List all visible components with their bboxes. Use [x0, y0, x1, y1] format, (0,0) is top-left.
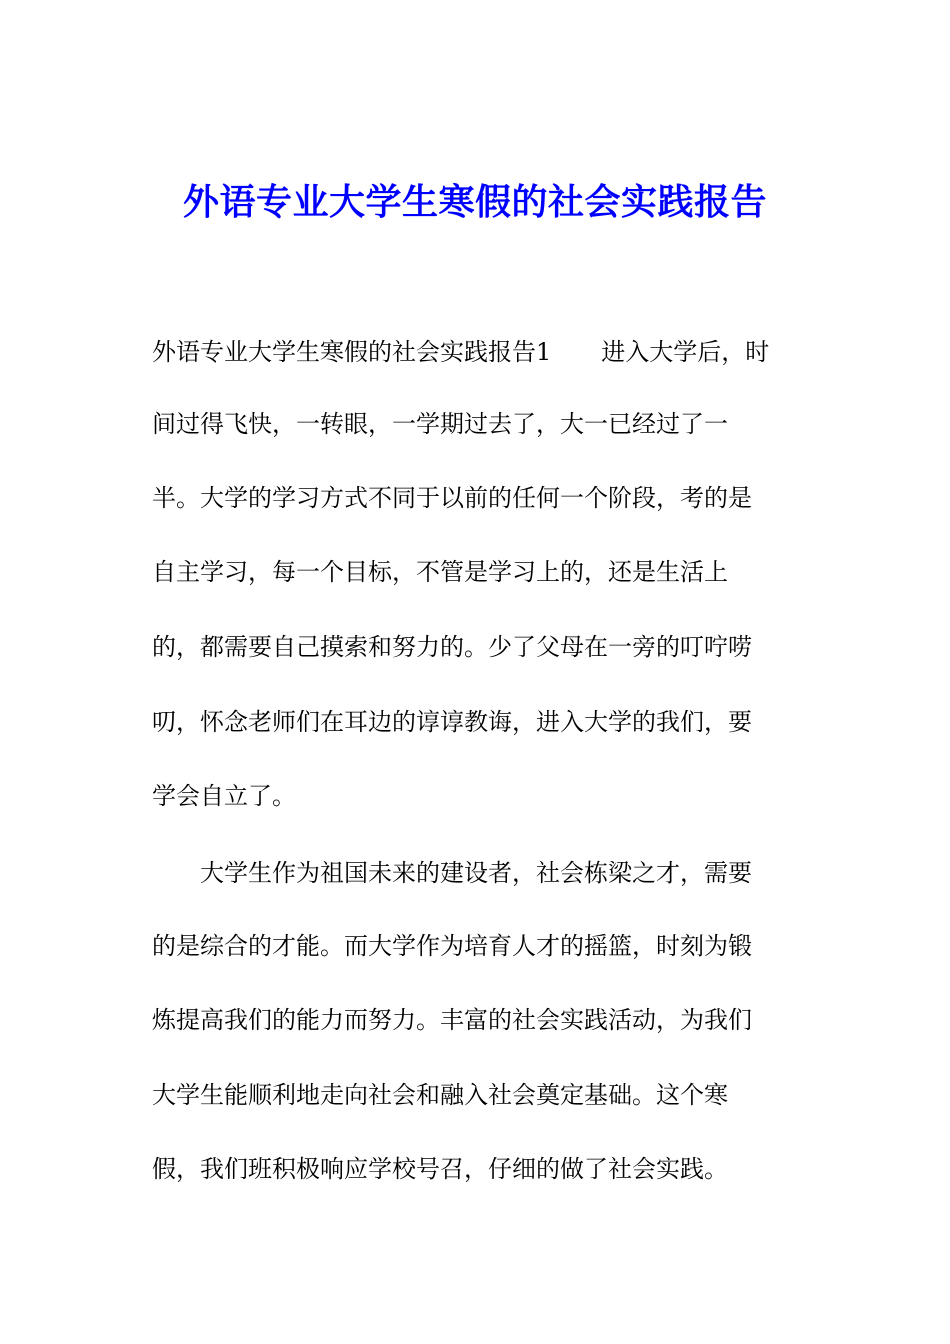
paragraph-line: 的是综合的才能。而大学作为培育人才的摇篮，时刻为锻: [152, 932, 752, 960]
report-heading: 外语专业大学生寒假的社会实践报告1: [152, 338, 552, 366]
paragraph-line: 半。大学的学习方式不同于以前的任何一个阶段，考的是: [152, 484, 752, 512]
paragraph-line: 自主学习，每一个目标，不管是学习上的，还是生活上: [152, 558, 728, 586]
paragraph-text: 进入大学后，时: [601, 338, 770, 366]
paragraph-line: 大学生作为祖国未来的建设者，社会栋梁之才，需要: [152, 859, 752, 887]
paragraph-line: 学会自立了。: [152, 782, 296, 810]
document-title: 外语专业大学生寒假的社会实践报告: [182, 181, 767, 223]
paragraph-line: 炼提高我们的能力而努力。丰富的社会实践活动，为我们: [152, 1006, 752, 1034]
paragraph-line: 间过得飞快，一转眼，一学期过去了，大一已经过了一: [152, 410, 728, 438]
paragraph-line: 的，都需要自己摸索和努力的。少了父母在一旁的叮咛唠: [152, 633, 752, 661]
paragraph-line: 假，我们班积极响应学校号召，仔细的做了社会实践。: [152, 1155, 728, 1183]
paragraph-line: 叨，怀念老师们在耳边的谆谆教诲，进入大学的我们，要: [152, 708, 752, 736]
paragraph-line: 大学生能顺利地走向社会和融入社会奠定基础。这个寒: [152, 1081, 728, 1109]
paragraph-line: [152, 335, 769, 369]
